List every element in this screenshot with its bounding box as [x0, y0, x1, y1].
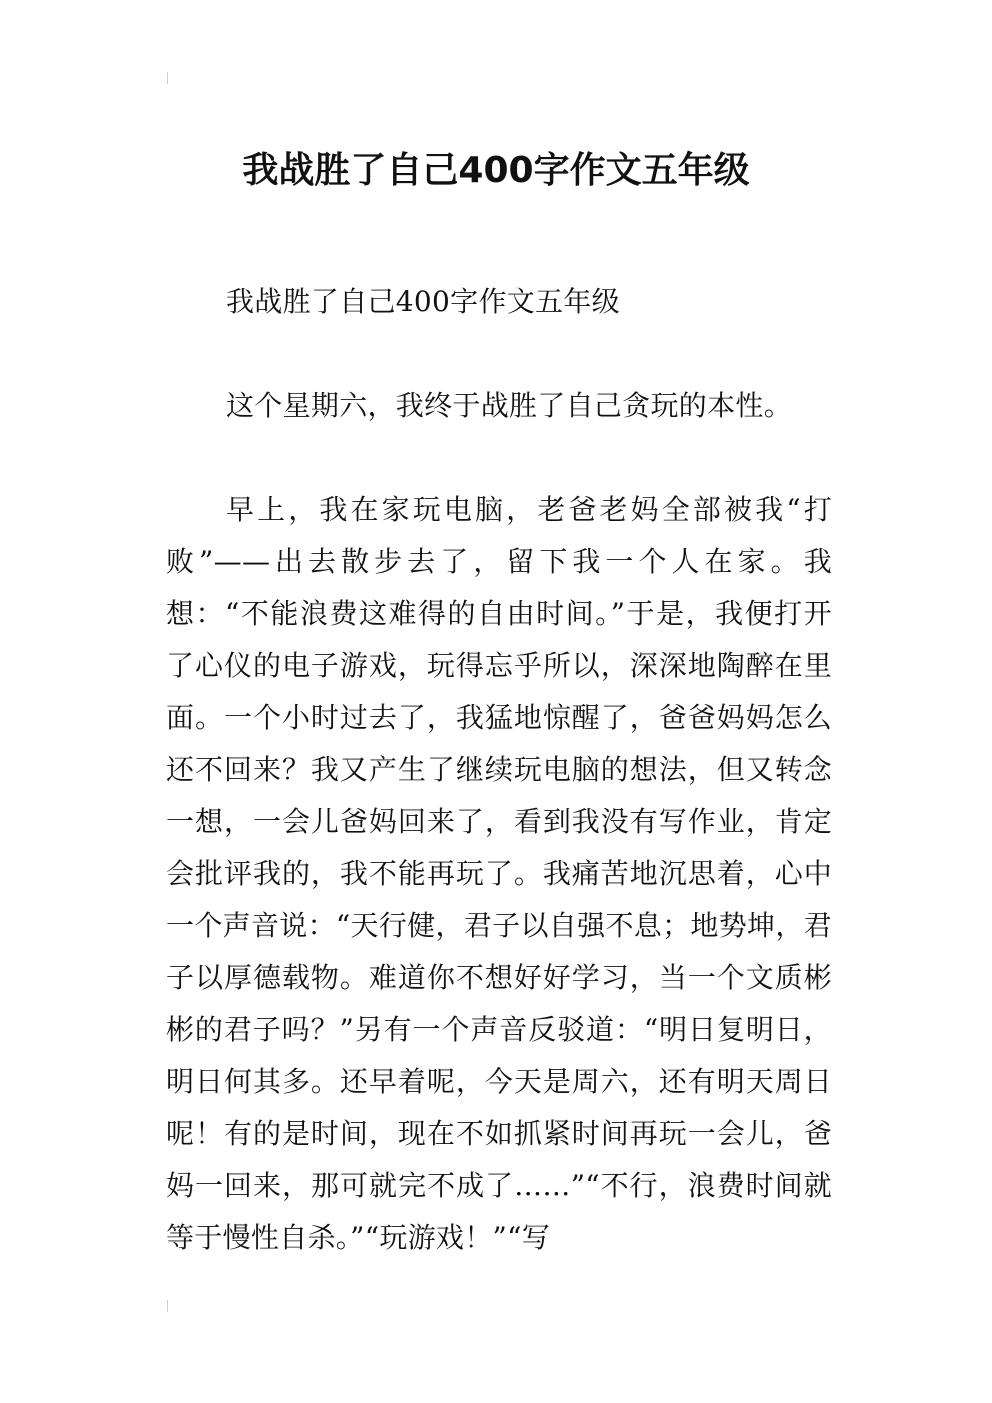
page-corner-mark-bottom — [167, 1300, 168, 1312]
page-corner-mark-top — [167, 72, 168, 84]
body-heading: 我战胜了自己400字作文五年级 — [226, 285, 620, 318]
main-paragraph: 早上，我在家玩电脑，老爸老妈全部被我“打败”——出去散步去了，留下我一个人在家。我想：“不能浪费这难得的自由时间。”于是，我便打开了心仪的电子游戏，玩得忘乎所以，深深地陶醉在里面。一个小时过去了，我猛地惊醒了，爸爸妈妈怎么还不回来？我又产生了继续玩电脑的想法，但又转念一想，一会儿爸妈回来了，看到我没有写作业，肯定会批评我的，我不能再玩了。我痛苦地沉思着，心中一个声音说：“天行健，君子以自强不息；地势坤，君子以厚德载物。难道你不想好好学习，当一个文质彬彬的君子吗？”另有一个声音反驳道：“明日复明日，明日何其多。还早着呢，今天是周六，还有明天周日呢！有的是时间，现在不如抓紧时间再玩一会儿，爸妈一回来，那可就完不成了……”“不行，浪费时间就等于慢性自杀。”“玩游戏！”“写 — [166, 493, 832, 1254]
document-body — [166, 276, 832, 1264]
document-title: 我战胜了自己400字作文五年级 — [242, 150, 750, 192]
intro-paragraph: 这个星期六，我终于战胜了自己贪玩的本性。 — [226, 389, 793, 422]
